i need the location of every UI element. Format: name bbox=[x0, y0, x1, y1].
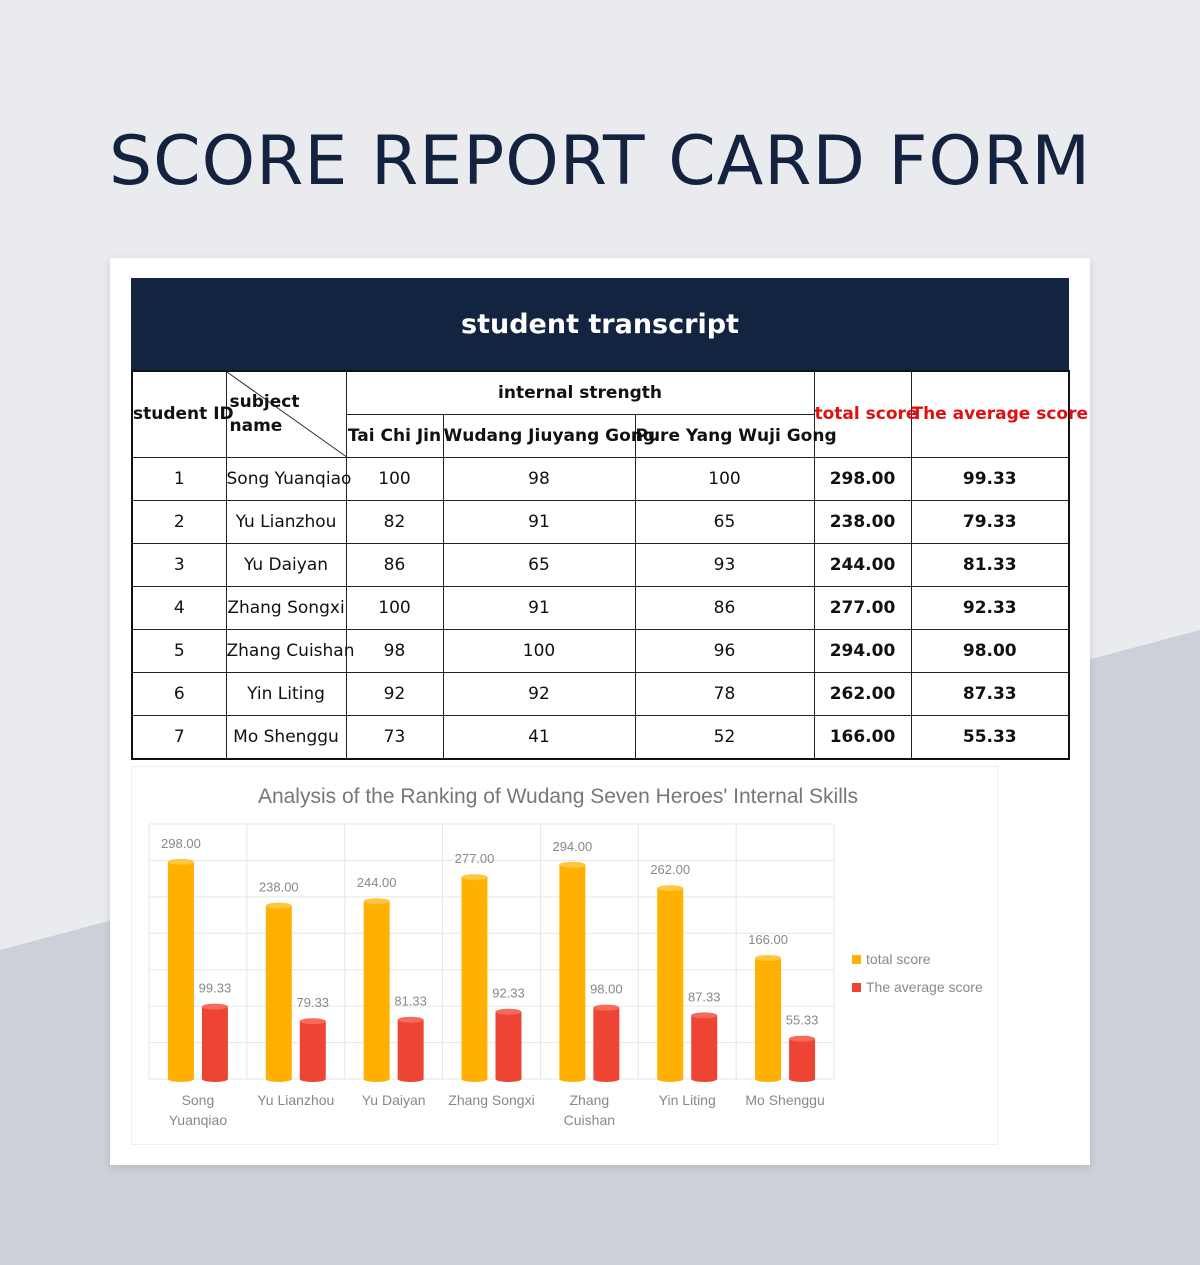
bar-average bbox=[789, 1039, 815, 1079]
cell-total: 294.00 bbox=[814, 629, 911, 672]
data-label: 55.33 bbox=[785, 1012, 819, 1028]
cell-total: 238.00 bbox=[814, 500, 911, 543]
cell-total: 298.00 bbox=[814, 457, 911, 500]
cell-score: 65 bbox=[443, 543, 635, 586]
cell-score: 41 bbox=[443, 715, 635, 759]
cell-score: 100 bbox=[443, 629, 635, 672]
header-subject-name bbox=[226, 371, 346, 457]
legend-swatch bbox=[852, 955, 861, 964]
bar-average bbox=[202, 1007, 228, 1079]
cell-score: 78 bbox=[635, 672, 814, 715]
cell-id: 6 bbox=[132, 672, 226, 715]
category-label: Cuishan bbox=[563, 1112, 616, 1128]
bar-total bbox=[755, 958, 781, 1079]
data-label: 79.33 bbox=[296, 995, 330, 1011]
chart-title: Analysis of the Ranking of Wudang Seven Heroes' Internal Skills bbox=[257, 785, 859, 808]
bar-cap bbox=[364, 898, 390, 904]
bar-base bbox=[168, 1076, 194, 1082]
cell-score: 65 bbox=[635, 500, 814, 543]
table-row bbox=[132, 672, 1069, 715]
bar-base bbox=[266, 1076, 292, 1082]
data-label: 298.00 bbox=[161, 835, 201, 851]
cell-average: 55.33 bbox=[911, 715, 1069, 759]
bar-average bbox=[496, 1012, 522, 1079]
cell-total: 244.00 bbox=[814, 543, 911, 586]
cell-score: 100 bbox=[635, 457, 814, 500]
bar-base bbox=[789, 1076, 815, 1082]
transcript-banner: student transcript bbox=[131, 278, 1069, 370]
bar-average bbox=[691, 1015, 717, 1079]
header-subject-1: Tai Chi Jin bbox=[346, 414, 443, 457]
cell-score: 100 bbox=[346, 586, 443, 629]
bar-base bbox=[202, 1076, 228, 1082]
cell-score: 73 bbox=[346, 715, 443, 759]
cell-name: Yu Daiyan bbox=[226, 543, 346, 586]
header-subject-3: Pure Yang Wuji Gong bbox=[635, 414, 814, 457]
data-label: 294.00 bbox=[552, 838, 593, 854]
bar-total bbox=[168, 862, 194, 1079]
table-row bbox=[132, 543, 1069, 586]
bar-total bbox=[462, 877, 488, 1079]
bar-cap bbox=[657, 885, 683, 891]
cell-score: 86 bbox=[346, 543, 443, 586]
category-label: Yu Lianzhou bbox=[257, 1092, 335, 1108]
report-sheet bbox=[110, 258, 1090, 1165]
cell-id: 3 bbox=[132, 543, 226, 586]
cell-average: 99.33 bbox=[911, 457, 1069, 500]
cell-total: 166.00 bbox=[814, 715, 911, 759]
bar-base bbox=[398, 1076, 424, 1082]
bar-base bbox=[462, 1076, 488, 1082]
data-label: 98.00 bbox=[590, 981, 623, 997]
category-label: Yin Liting bbox=[658, 1092, 716, 1108]
data-label: 244.00 bbox=[356, 875, 397, 891]
bar-total bbox=[266, 906, 292, 1079]
cell-average: 81.33 bbox=[911, 543, 1069, 586]
category-label: Zhang Songxi bbox=[448, 1092, 535, 1108]
cell-id: 4 bbox=[132, 586, 226, 629]
table-row bbox=[132, 586, 1069, 629]
bar-cap bbox=[168, 859, 194, 865]
header-student-id: student ID bbox=[132, 371, 226, 457]
bar-average bbox=[398, 1020, 424, 1079]
bar-cap bbox=[559, 862, 585, 868]
cell-average: 79.33 bbox=[911, 500, 1069, 543]
cell-name: Zhang Cuishan bbox=[226, 629, 346, 672]
bar-base bbox=[559, 1076, 585, 1082]
data-label: 166.00 bbox=[748, 932, 788, 948]
data-label: 262.00 bbox=[650, 862, 691, 878]
table-row bbox=[132, 715, 1069, 759]
cell-id: 5 bbox=[132, 629, 226, 672]
cell-name: Zhang Songxi bbox=[226, 586, 346, 629]
table-row bbox=[132, 500, 1069, 543]
cell-score: 93 bbox=[635, 543, 814, 586]
legend-swatch bbox=[852, 983, 861, 992]
data-label: 238.00 bbox=[258, 879, 299, 895]
cell-total: 262.00 bbox=[814, 672, 911, 715]
category-label: Zhang bbox=[569, 1092, 610, 1108]
bar-base bbox=[755, 1076, 781, 1082]
header-name-label: name bbox=[229, 416, 283, 436]
cell-name: Yin Liting bbox=[226, 672, 346, 715]
cell-score: 98 bbox=[346, 629, 443, 672]
ranking-chart bbox=[131, 766, 998, 1145]
header-subject-label: subject bbox=[229, 392, 300, 412]
chart-canvas bbox=[132, 767, 997, 1144]
bar-cap bbox=[789, 1036, 815, 1042]
bar-average bbox=[593, 1008, 619, 1079]
table-row bbox=[132, 457, 1069, 500]
bar-base bbox=[300, 1076, 326, 1082]
bar-base bbox=[593, 1076, 619, 1082]
table-row bbox=[132, 629, 1069, 672]
cell-score: 92 bbox=[346, 672, 443, 715]
bar-total bbox=[364, 901, 390, 1079]
header-average-score: The average score bbox=[911, 371, 1069, 457]
cell-name: Mo Shenggu bbox=[226, 715, 346, 759]
category-label: Yuanqiao bbox=[168, 1112, 228, 1128]
legend-label: The average score bbox=[866, 979, 983, 995]
bar-total bbox=[657, 888, 683, 1079]
cell-score: 100 bbox=[346, 457, 443, 500]
cell-average: 98.00 bbox=[911, 629, 1069, 672]
bar-average bbox=[300, 1021, 326, 1079]
transcript-table bbox=[131, 370, 1088, 760]
bar-cap bbox=[398, 1017, 424, 1023]
bar-base bbox=[496, 1076, 522, 1082]
cell-average: 87.33 bbox=[911, 672, 1069, 715]
cell-score: 82 bbox=[346, 500, 443, 543]
cell-name: Yu Lianzhou bbox=[226, 500, 346, 543]
cell-name: Song Yuanqiao bbox=[226, 457, 346, 500]
header-total-score: total score bbox=[814, 371, 911, 457]
cell-score: 91 bbox=[443, 586, 635, 629]
bar-cap bbox=[202, 1004, 228, 1010]
page-title: SCORE REPORT CARD FORM bbox=[109, 122, 1091, 201]
bar-base bbox=[364, 1076, 390, 1082]
bar-cap bbox=[496, 1009, 522, 1015]
cell-score: 96 bbox=[635, 629, 814, 672]
bar-cap bbox=[300, 1018, 326, 1024]
cell-id: 7 bbox=[132, 715, 226, 759]
cell-average: 92.33 bbox=[911, 586, 1069, 629]
data-label: 81.33 bbox=[394, 993, 427, 1009]
bar-cap bbox=[266, 903, 292, 909]
bar-cap bbox=[691, 1012, 717, 1018]
bar-total bbox=[559, 865, 585, 1079]
cell-score: 52 bbox=[635, 715, 814, 759]
category-label: Mo Shenggu bbox=[745, 1092, 825, 1108]
bar-cap bbox=[593, 1005, 619, 1011]
bar-cap bbox=[755, 955, 781, 961]
category-label: Yu Daiyan bbox=[361, 1092, 426, 1108]
data-label: 87.33 bbox=[687, 989, 721, 1005]
cell-score: 91 bbox=[443, 500, 635, 543]
data-label: 92.33 bbox=[492, 985, 525, 1001]
cell-score: 86 bbox=[635, 586, 814, 629]
bar-base bbox=[657, 1076, 683, 1082]
data-label: 99.33 bbox=[198, 980, 232, 996]
header-internal-strength: internal strength bbox=[346, 371, 814, 414]
bar-base bbox=[691, 1076, 717, 1082]
bar-cap bbox=[462, 874, 488, 880]
cell-total: 277.00 bbox=[814, 586, 911, 629]
data-label: 277.00 bbox=[454, 851, 495, 867]
cell-score: 98 bbox=[443, 457, 635, 500]
category-label: Song bbox=[181, 1092, 215, 1108]
legend-label: total score bbox=[866, 951, 931, 967]
cell-id: 1 bbox=[132, 457, 226, 500]
cell-id: 2 bbox=[132, 500, 226, 543]
header-subject-2: Wudang Jiuyang Gong bbox=[443, 414, 635, 457]
cell-score: 92 bbox=[443, 672, 635, 715]
